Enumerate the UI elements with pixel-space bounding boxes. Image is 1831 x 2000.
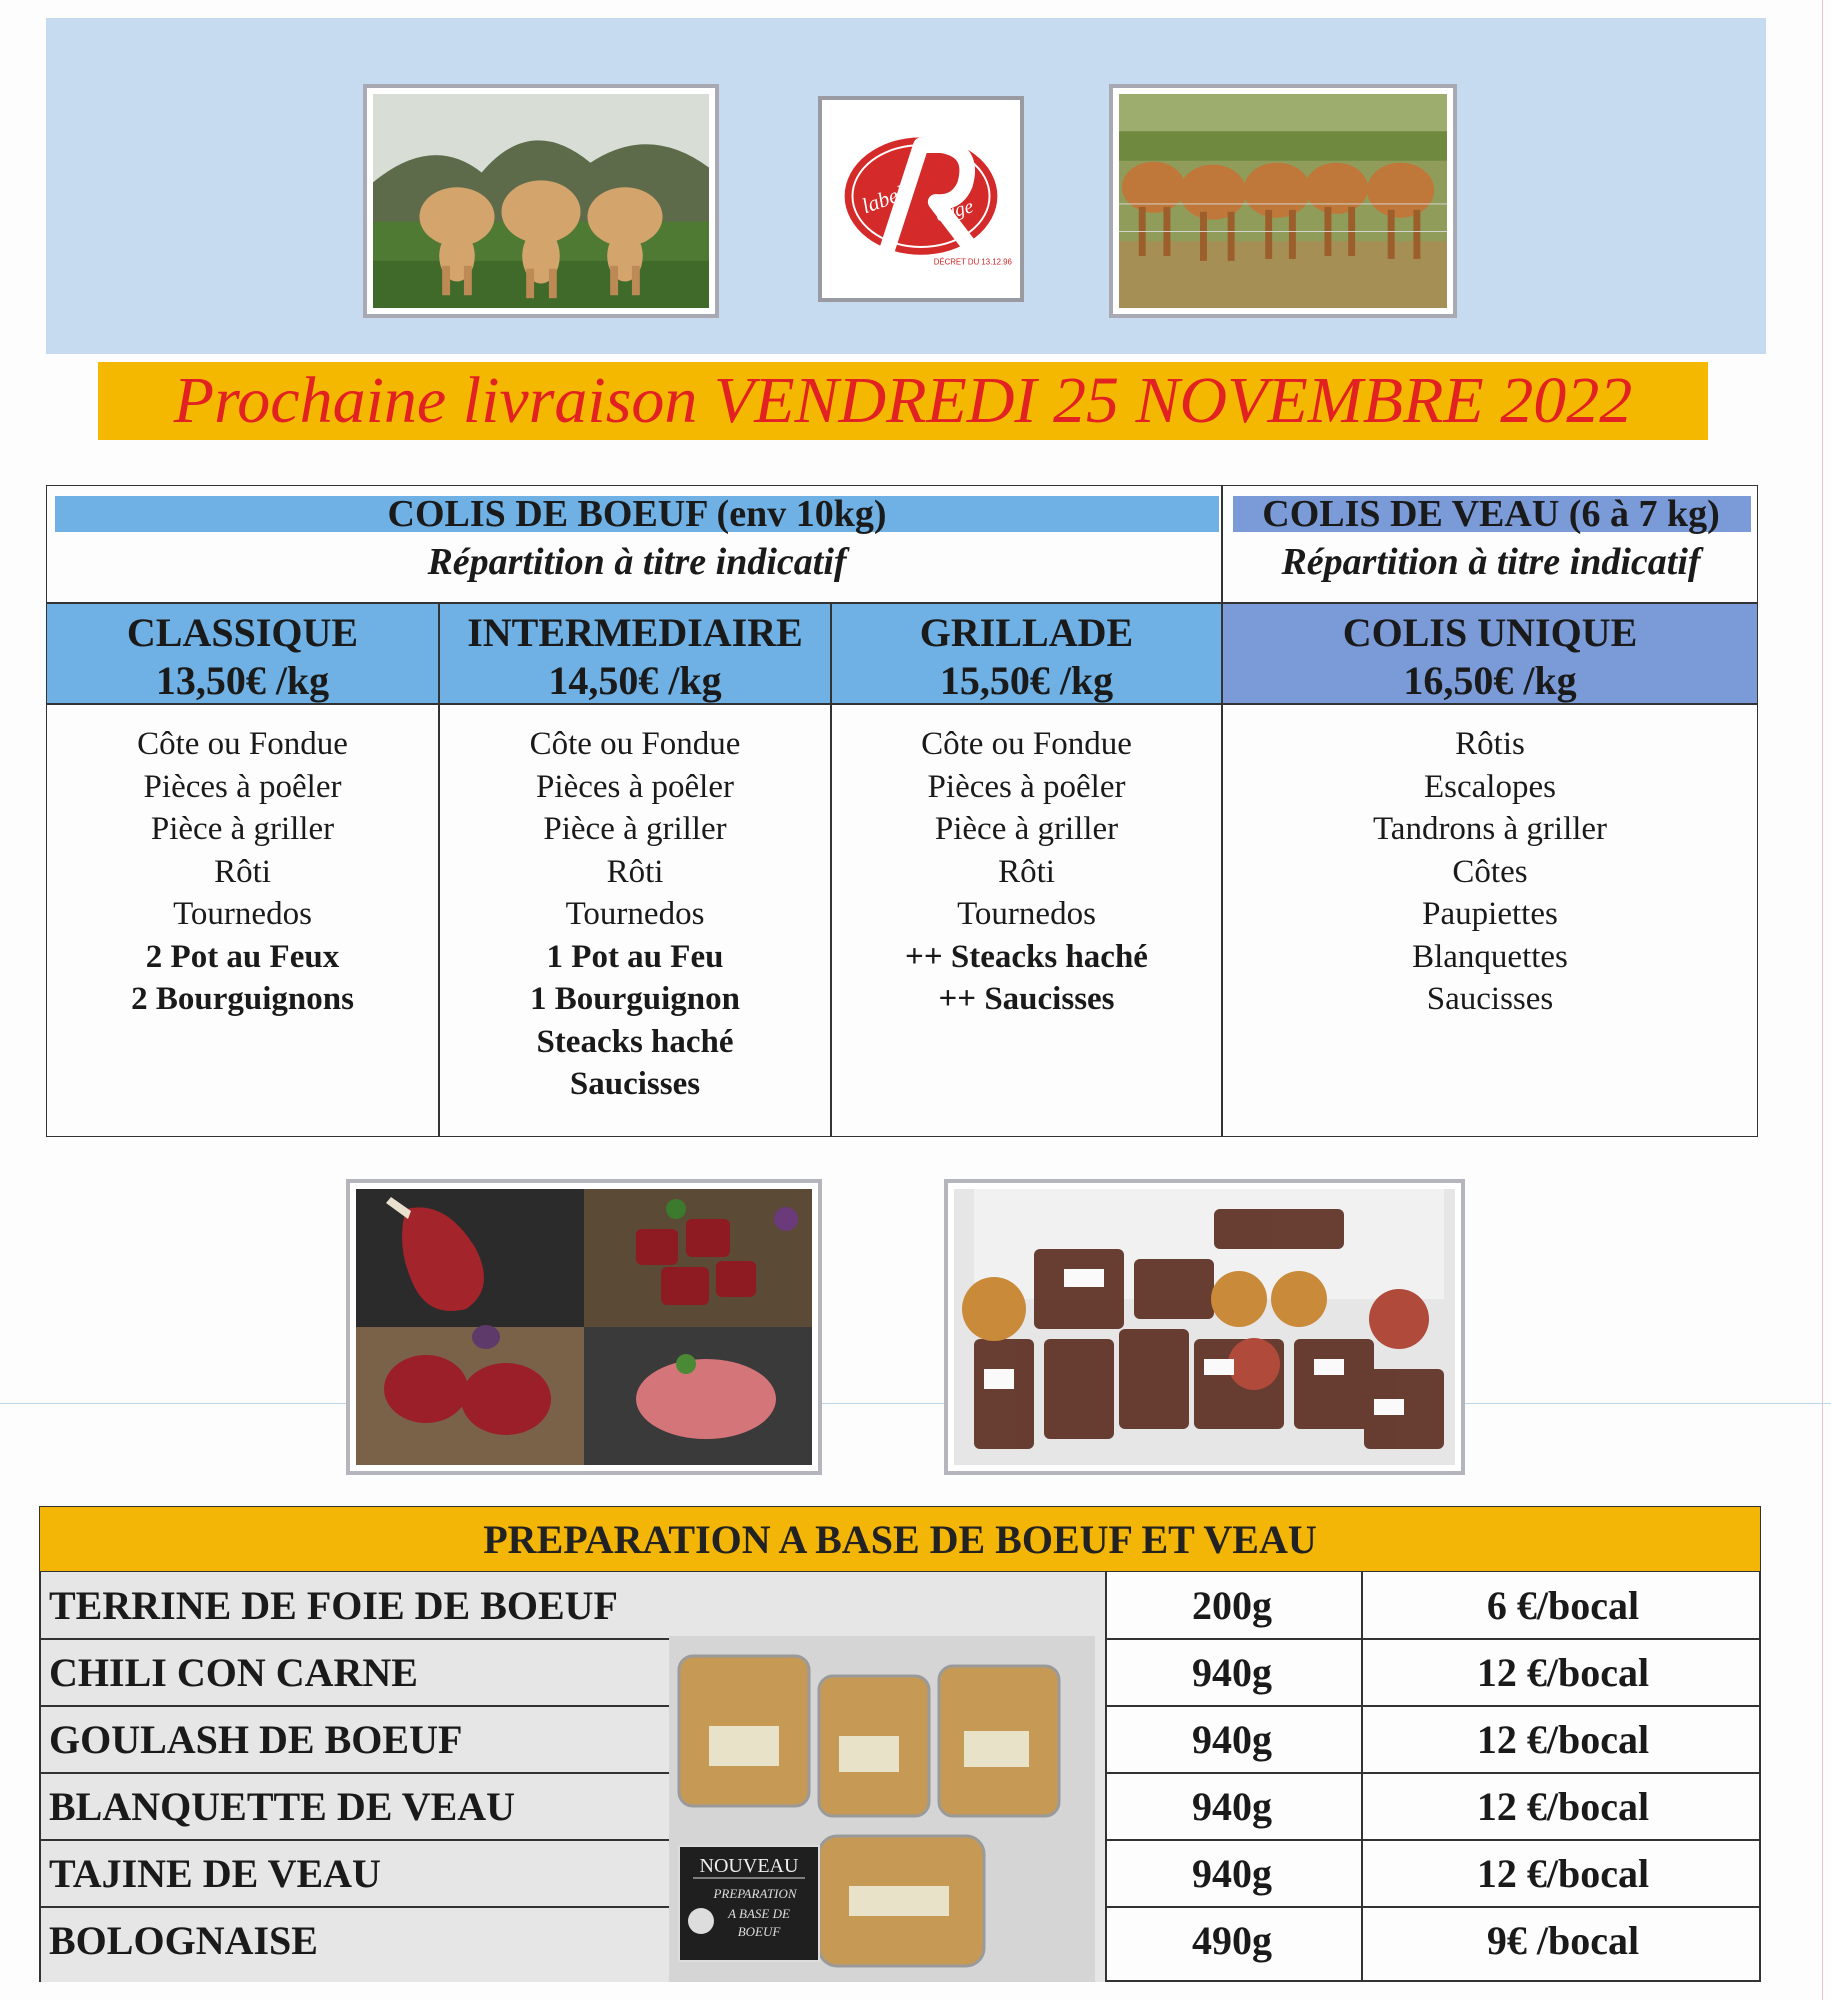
table-row	[39, 1639, 1761, 1706]
veau-subtitle: Répartition à titre indicatif	[1281, 541, 1701, 583]
preparations-table	[39, 1506, 1761, 1982]
prep-price: 12 €/bocal	[1476, 1784, 1650, 1829]
classique-items	[47, 723, 438, 1021]
list-item: Saucisses	[1426, 981, 1554, 1017]
beef-cuts-photo	[346, 1179, 822, 1475]
prep-price: 9€ /bocal	[1486, 1918, 1640, 1963]
scan-guide-line	[1822, 0, 1823, 2000]
prep-weight: 490g	[1192, 1918, 1272, 1963]
prep-weight: 940g	[1192, 1784, 1272, 1829]
prep-weight: 940g	[1192, 1650, 1272, 1695]
prep-table-title: PREPARATION A BASE DE BOEUF ET VEAU	[39, 1506, 1761, 1572]
prep-name: BLANQUETTE DE VEAU	[49, 1784, 516, 1829]
table-divider	[830, 602, 832, 1136]
list-item: Rôti	[606, 853, 664, 890]
grillade-items	[832, 723, 1221, 1021]
prep-name: TERRINE DE FOIE DE BOEUF	[49, 1583, 618, 1628]
table-divider	[1105, 1705, 1761, 1707]
list-item: Tournedos	[173, 896, 312, 932]
category-intermediaire	[440, 604, 830, 703]
list-item: Paupiettes	[1422, 896, 1558, 932]
table-divider	[47, 602, 1757, 604]
intermediaire-items	[440, 723, 830, 1106]
table-divider	[39, 1772, 669, 1774]
list-item: 1 Pot au Feu	[546, 938, 724, 975]
list-item: Côte ou Fondue	[529, 726, 741, 762]
table-row	[39, 1840, 1761, 1907]
table-divider	[1105, 1980, 1761, 1982]
table-row	[39, 1773, 1761, 1840]
table-divider	[39, 1572, 41, 1982]
list-item: ++ Saucisses	[938, 981, 1115, 1017]
colis-table	[46, 485, 1758, 1137]
prep-price: 6 €/bocal	[1486, 1583, 1640, 1628]
cows-photo-right	[1109, 84, 1457, 318]
svg-text:BOEUF: BOEUF	[737, 1924, 781, 1939]
list-item: Pièces à poêler	[536, 768, 734, 805]
table-divider	[1105, 1906, 1761, 1908]
table-divider	[1105, 1572, 1107, 1982]
list-item: Côte ou Fondue	[921, 726, 1132, 762]
boeuf-subtitle: Répartition à titre indicatif	[427, 541, 847, 583]
svg-text:A BASE DE: A BASE DE	[728, 1906, 790, 1921]
list-item: ++ Steacks haché	[905, 938, 1148, 975]
svg-text:label: label	[858, 181, 908, 219]
veau-title: COLIS DE VEAU (6 à 7 kg)	[1262, 493, 1720, 535]
list-item: Escalopes	[1424, 768, 1556, 805]
prep-weight: 940g	[1192, 1717, 1272, 1762]
prep-name: GOULASH DE BOEUF	[49, 1717, 463, 1762]
list-item: Tandrons à griller	[1372, 811, 1608, 847]
list-item: Tournedos	[957, 896, 1096, 932]
list-item: Pièces à poêler	[143, 768, 342, 805]
list-item: 2 Bourguignons	[131, 981, 354, 1017]
prep-name: TAJINE DE VEAU	[49, 1851, 381, 1896]
category-price: 14,50€ /kg	[548, 658, 722, 703]
table-divider	[39, 1638, 669, 1640]
delivery-date-heading: Prochaine livraison VENDREDI 25 NOVEMBRE 2022	[98, 362, 1708, 440]
cows-photo-left	[363, 84, 719, 318]
boeuf-title: COLIS DE BOEUF (env 10kg)	[387, 493, 887, 535]
meat-packages-photo	[944, 1179, 1465, 1475]
list-item: Pièce à griller	[934, 811, 1119, 847]
svg-text:ouge: ouge	[933, 196, 976, 227]
category-name: COLIS UNIQUE	[1342, 610, 1638, 655]
prep-weight: 200g	[1192, 1583, 1272, 1628]
prep-price: 12 €/bocal	[1476, 1851, 1650, 1896]
prep-price: 12 €/bocal	[1476, 1717, 1650, 1762]
table-row	[39, 1907, 1761, 1974]
list-item: Saucisses	[569, 1066, 701, 1102]
category-price: 13,50€ /kg	[155, 658, 330, 703]
category-colis-unique	[1223, 604, 1757, 703]
category-price: 15,50€ /kg	[939, 658, 1114, 703]
category-grillade	[832, 604, 1221, 703]
category-name: GRILLADE	[919, 610, 1134, 655]
list-item: Pièce à griller	[150, 811, 335, 847]
table-row	[39, 1572, 1761, 1639]
table-row	[39, 1706, 1761, 1773]
list-item: Tournedos	[565, 896, 705, 932]
svg-text:NOUVEAU: NOUVEAU	[699, 1855, 799, 1877]
list-item: Rôti	[998, 853, 1055, 890]
list-item: Blanquettes	[1412, 938, 1568, 975]
table-divider	[39, 1906, 669, 1908]
svg-text:PREPARATION: PREPARATION	[713, 1886, 797, 1901]
label-rouge-logo	[818, 96, 1024, 302]
list-item: Côte ou Fondue	[137, 726, 348, 762]
category-name: CLASSIQUE	[126, 610, 359, 655]
colis-unique-items	[1223, 723, 1757, 1021]
list-item: Rôti	[214, 853, 271, 890]
scan-guide-line	[0, 1403, 1831, 1404]
table-divider	[1221, 486, 1223, 1136]
prep-weight: 940g	[1192, 1851, 1272, 1896]
list-item: Pièce à griller	[543, 811, 727, 847]
svg-text:DÉCRET DU 13.12.96: DÉCRET DU 13.12.96	[933, 257, 1012, 267]
table-divider	[1105, 1638, 1761, 1640]
category-name: INTERMEDIAIRE	[467, 610, 803, 655]
table-divider	[1105, 1839, 1761, 1841]
table-divider	[39, 1839, 669, 1841]
table-divider	[1759, 1572, 1761, 1982]
table-divider	[1105, 1772, 1761, 1774]
list-item: Pièces à poêler	[927, 768, 1126, 805]
list-item: Côtes	[1452, 853, 1528, 890]
prep-name: CHILI CON CARNE	[49, 1650, 418, 1695]
list-item: 1 Bourguignon	[530, 981, 740, 1017]
table-divider	[438, 602, 440, 1136]
list-item: Steacks haché	[536, 1023, 734, 1060]
header-banner	[46, 18, 1766, 354]
prep-name: BOLOGNAISE	[49, 1918, 318, 1963]
list-item: Rôtis	[1455, 726, 1525, 762]
category-price: 16,50€ /kg	[1403, 658, 1577, 703]
list-item: 2 Pot au Feux	[145, 938, 340, 975]
table-divider	[39, 1705, 669, 1707]
table-divider	[47, 703, 1757, 705]
category-classique	[47, 604, 438, 703]
prep-price: 12 €/bocal	[1476, 1650, 1650, 1695]
table-divider	[1361, 1572, 1363, 1982]
